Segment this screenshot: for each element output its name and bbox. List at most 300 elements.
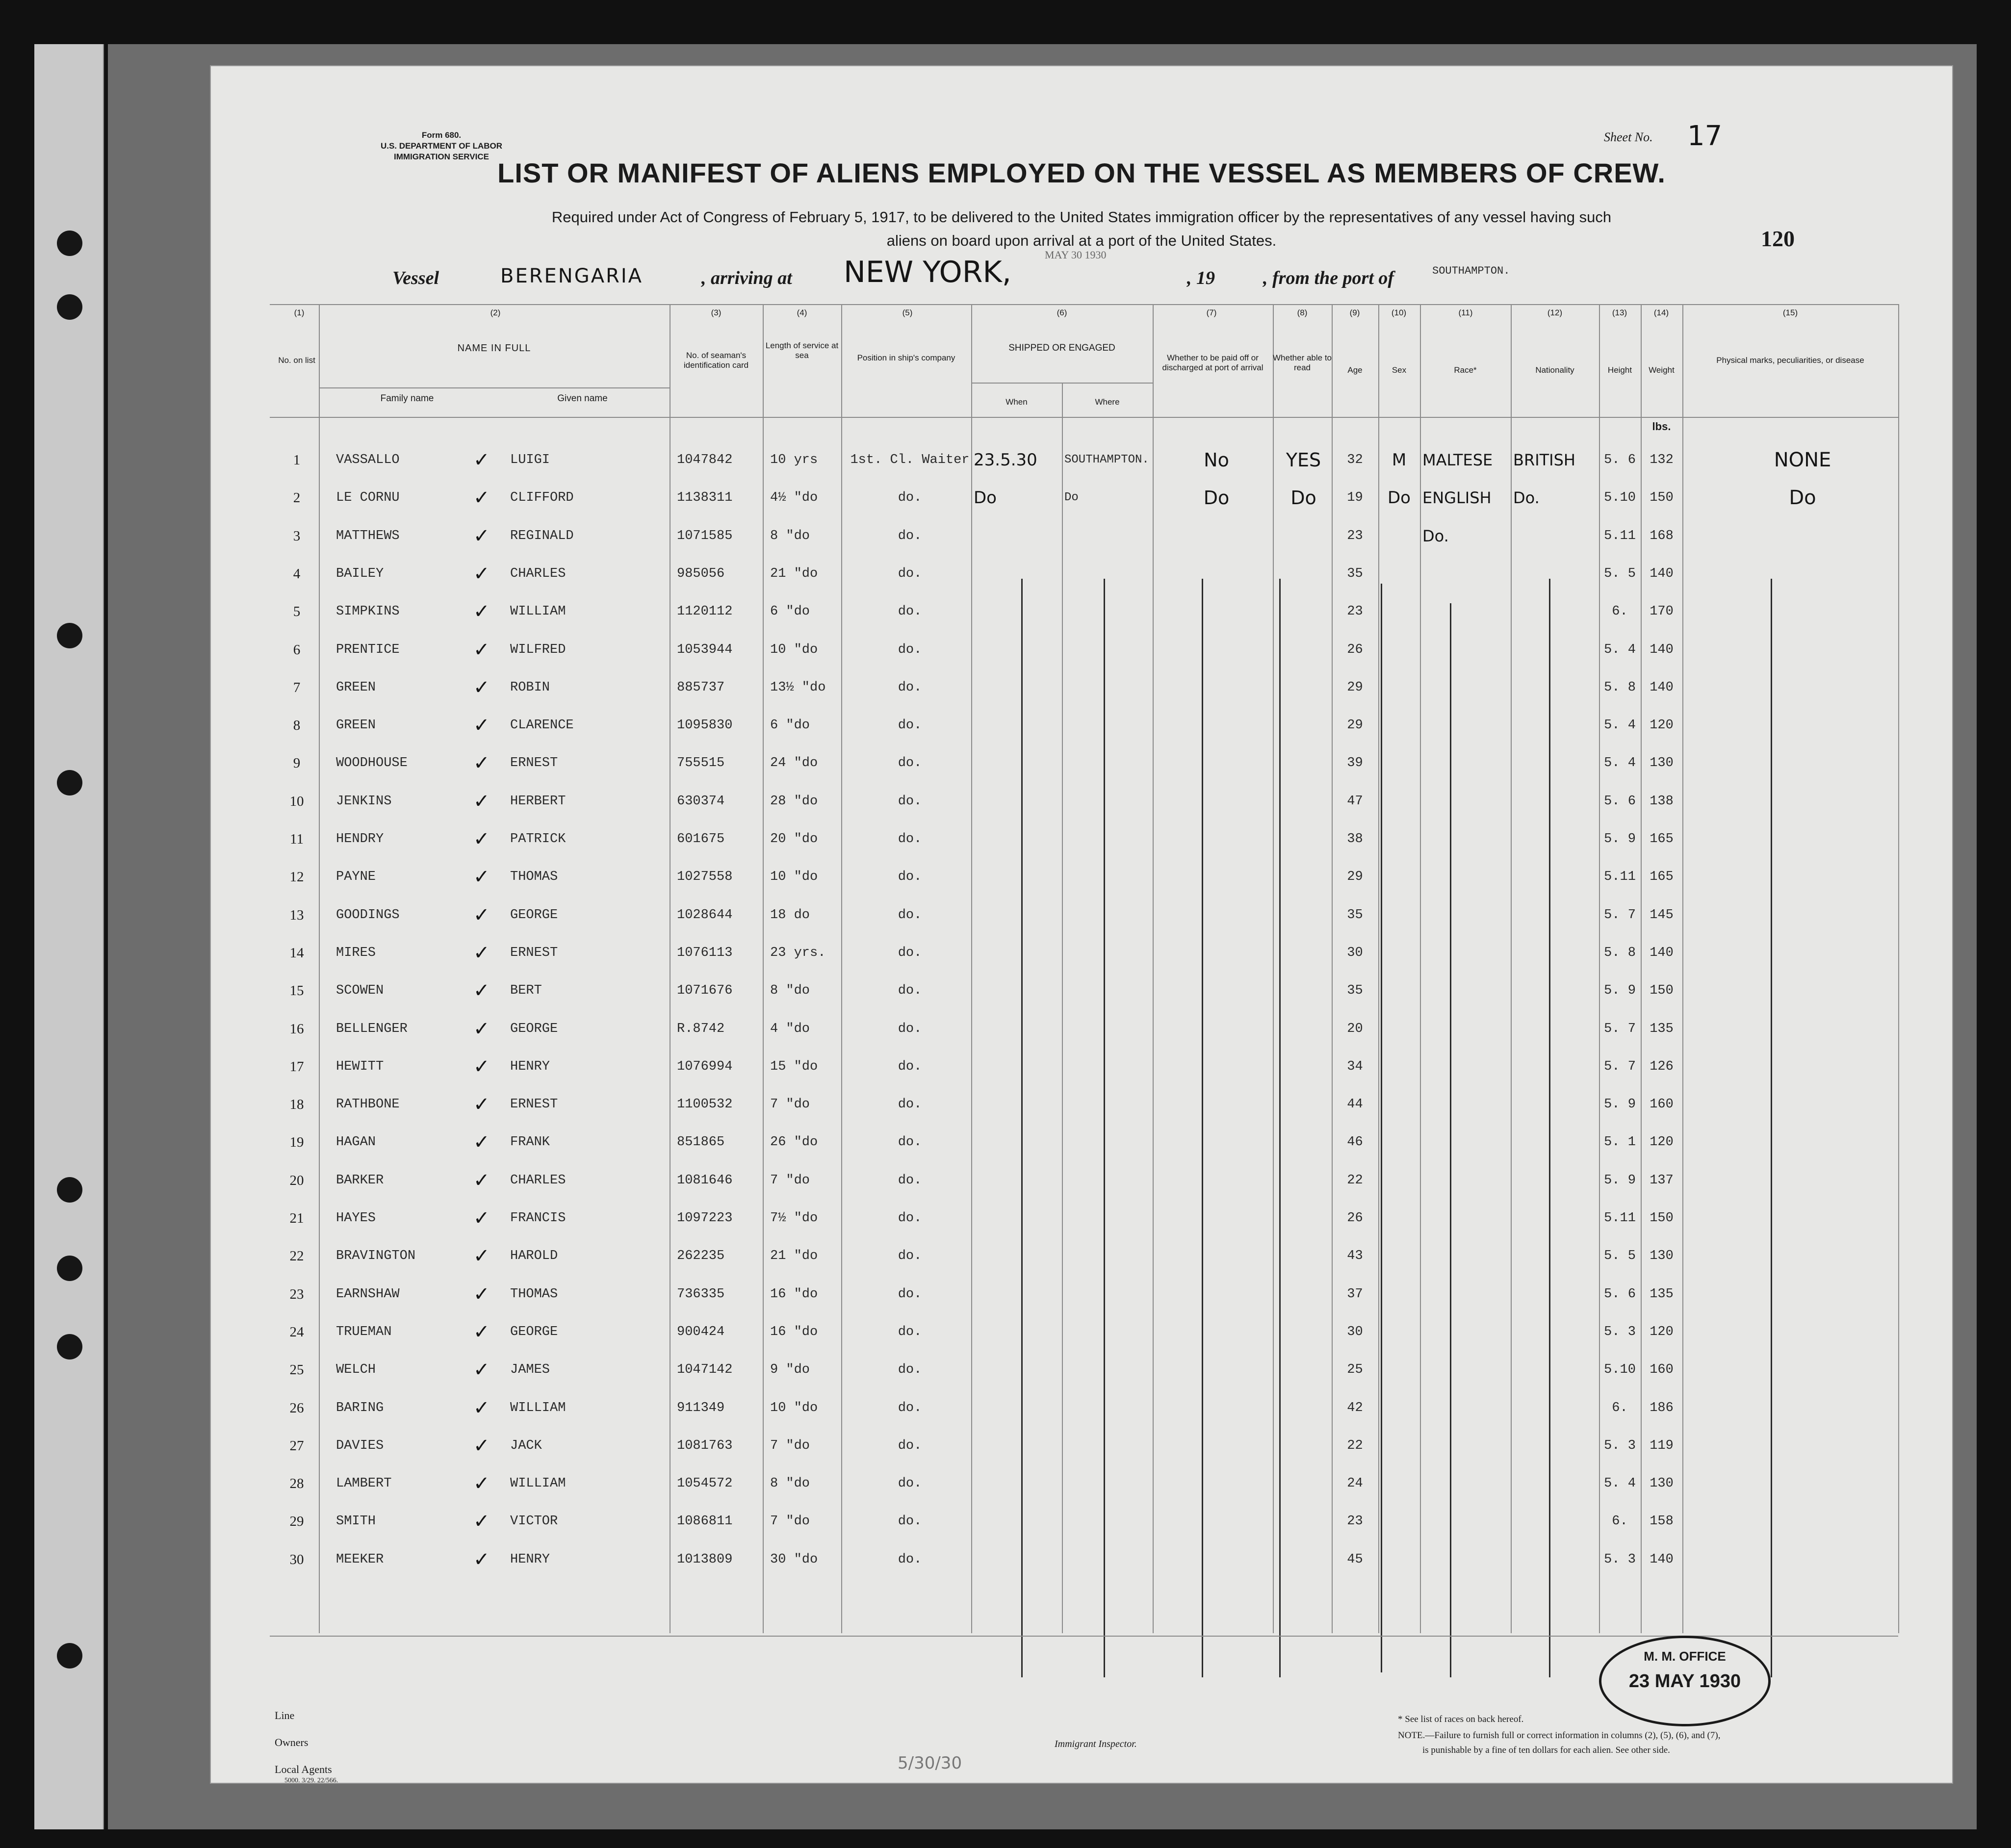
seaman-card-number: 851865 bbox=[677, 1135, 725, 1150]
col-num-4: (4) bbox=[797, 308, 807, 317]
age: 47 bbox=[1347, 794, 1363, 809]
checkmark-icon: ✓ bbox=[473, 790, 490, 813]
weight: 130 bbox=[1650, 1249, 1674, 1264]
col-num-14: (14) bbox=[1653, 308, 1669, 317]
position: do. bbox=[898, 870, 922, 885]
height: 5. 7 bbox=[1604, 907, 1636, 923]
crew-row bbox=[211, 669, 1952, 706]
row-number: 6 bbox=[293, 642, 301, 658]
seaman-card-number: 1071676 bbox=[677, 983, 733, 999]
checkmark-icon: ✓ bbox=[473, 1283, 490, 1306]
given-name: CHARLES bbox=[510, 566, 566, 581]
position: do. bbox=[898, 1135, 922, 1150]
age: 30 bbox=[1347, 945, 1363, 960]
row-number: 17 bbox=[289, 1058, 304, 1075]
col-num-9: (9) bbox=[1349, 308, 1360, 317]
row-number: 23 bbox=[289, 1286, 304, 1302]
length-of-service: 13½ "do bbox=[770, 680, 826, 695]
height: 5. 6 bbox=[1604, 794, 1636, 809]
length-of-service: 23 yrs. bbox=[770, 945, 826, 960]
weight: 170 bbox=[1650, 604, 1674, 619]
mm-office-stamp bbox=[1599, 1636, 1771, 1726]
sex: M bbox=[1392, 450, 1407, 470]
crew-row bbox=[211, 897, 1952, 934]
length-of-service: 6 "do bbox=[770, 718, 810, 733]
crew-row bbox=[211, 1313, 1952, 1351]
given-name: GEORGE bbox=[510, 907, 558, 923]
age: 23 bbox=[1347, 604, 1363, 619]
seaman-card-number: 1053944 bbox=[677, 642, 733, 657]
row-number: 4 bbox=[293, 565, 301, 582]
age: 45 bbox=[1347, 1552, 1363, 1567]
weight: 130 bbox=[1650, 756, 1674, 771]
footer-agents-label: Local Agents bbox=[275, 1763, 332, 1775]
able-to-read: Do bbox=[1290, 487, 1316, 509]
header-where: Where bbox=[1095, 397, 1120, 407]
family-name: BARING bbox=[336, 1400, 384, 1415]
col-num-1: (1) bbox=[294, 308, 305, 317]
age: 29 bbox=[1347, 680, 1363, 695]
given-name: WILLIAM bbox=[510, 1400, 566, 1415]
sheet-number: 17 bbox=[1687, 120, 1723, 152]
binder-hole bbox=[57, 1334, 82, 1360]
checkmark-icon: ✓ bbox=[473, 941, 490, 964]
height: 5. 9 bbox=[1604, 1173, 1636, 1188]
age: 22 bbox=[1347, 1438, 1363, 1453]
length-of-service: 18 do bbox=[770, 907, 810, 923]
checkmark-icon: ✓ bbox=[473, 1169, 490, 1192]
seaman-card-number: 1027558 bbox=[677, 870, 733, 885]
weight: 126 bbox=[1650, 1059, 1674, 1074]
checkmark-icon: ✓ bbox=[473, 714, 490, 737]
weight: 165 bbox=[1650, 832, 1674, 847]
family-name: BELLENGER bbox=[336, 1021, 408, 1036]
row-number: 22 bbox=[289, 1248, 304, 1264]
length-of-service: 10 "do bbox=[770, 642, 818, 657]
given-name: GEORGE bbox=[510, 1324, 558, 1339]
family-name: PAYNE bbox=[336, 870, 376, 885]
position: do. bbox=[898, 490, 922, 506]
vessel-name: BERENGARIA bbox=[500, 265, 644, 287]
crew-row bbox=[211, 858, 1952, 896]
footer-print-code: 5000. 3/29. 22/566. bbox=[284, 1777, 338, 1784]
length-of-service: 16 "do bbox=[770, 1324, 818, 1339]
row-number: 30 bbox=[289, 1551, 304, 1567]
shipped-where: Do bbox=[1064, 491, 1079, 505]
crew-row bbox=[211, 1503, 1952, 1540]
seaman-card-number: 1081763 bbox=[677, 1438, 733, 1453]
seaman-card-number: 736335 bbox=[677, 1286, 725, 1302]
header-nationality: Nationality bbox=[1535, 365, 1574, 375]
height: 5.11 bbox=[1604, 1211, 1636, 1226]
weight: 120 bbox=[1650, 1135, 1674, 1150]
checkmark-icon: ✓ bbox=[473, 979, 490, 1002]
seaman-card-number: 885737 bbox=[677, 680, 725, 695]
row-number: 12 bbox=[289, 869, 304, 885]
header-physical-marks: Physical marks, peculiarities, or disease bbox=[1716, 356, 1864, 365]
row-number: 21 bbox=[289, 1210, 304, 1226]
given-name: CLARENCE bbox=[510, 718, 574, 733]
family-name: HAGAN bbox=[336, 1135, 376, 1150]
row-number: 5 bbox=[293, 604, 301, 620]
height: 5.10 bbox=[1604, 490, 1636, 506]
able-to-read: YES bbox=[1286, 449, 1321, 471]
crew-row bbox=[211, 1010, 1952, 1048]
seaman-card-number: 1100532 bbox=[677, 1097, 733, 1112]
col-num-12: (12) bbox=[1547, 308, 1563, 317]
seaman-card-number: 1086811 bbox=[677, 1514, 733, 1529]
binder-hole bbox=[57, 294, 82, 320]
crew-row bbox=[211, 744, 1952, 782]
row-number: 26 bbox=[289, 1400, 304, 1416]
height: 6. bbox=[1612, 1514, 1628, 1529]
height: 5. 7 bbox=[1604, 1059, 1636, 1074]
physical-marks: NONE bbox=[1774, 449, 1831, 471]
header-id-card: No. of seaman's identification card bbox=[683, 351, 749, 370]
given-name: JAMES bbox=[510, 1362, 550, 1378]
height: 5. 7 bbox=[1604, 1021, 1636, 1036]
family-name: JENKINS bbox=[336, 794, 392, 809]
family-name: SMITH bbox=[336, 1514, 376, 1529]
age: 35 bbox=[1347, 983, 1363, 999]
seaman-card-number: 1028644 bbox=[677, 907, 733, 923]
family-name: GREEN bbox=[336, 718, 376, 733]
footer-note-1: NOTE.—Failure to furnish full or correct information in columns (2), (5), (6), and (7), bbox=[1398, 1730, 1721, 1741]
seaman-card-number: 1047842 bbox=[677, 453, 733, 467]
length-of-service: 7½ "do bbox=[770, 1211, 818, 1226]
header-name-in-full: NAME IN FULL bbox=[457, 343, 531, 354]
header-paid-off: Whether to be paid off or discharged at port of arrival bbox=[1162, 353, 1263, 372]
position: do. bbox=[898, 528, 922, 543]
given-name: THOMAS bbox=[510, 1286, 558, 1302]
age: 29 bbox=[1347, 718, 1363, 733]
crew-row bbox=[211, 1389, 1952, 1427]
row-number: 2 bbox=[293, 490, 301, 506]
vessel-label: Vessel bbox=[392, 268, 439, 288]
height: 5. 3 bbox=[1604, 1438, 1636, 1453]
col-num-10: (10) bbox=[1391, 308, 1407, 317]
height: 6. bbox=[1612, 1400, 1628, 1415]
age: 29 bbox=[1347, 870, 1363, 885]
seaman-card-number: 1138311 bbox=[677, 490, 733, 506]
crew-row bbox=[211, 631, 1952, 668]
age: 22 bbox=[1347, 1173, 1363, 1188]
family-name: WOODHOUSE bbox=[336, 756, 408, 771]
length-of-service: 7 "do bbox=[770, 1173, 810, 1188]
col-num-11: (11) bbox=[1458, 308, 1473, 317]
length-of-service: 20 "do bbox=[770, 832, 818, 847]
length-of-service: 10 "do bbox=[770, 870, 818, 885]
given-name: FRANK bbox=[510, 1135, 550, 1150]
seaman-card-number: 1071585 bbox=[677, 528, 733, 543]
row-number: 24 bbox=[289, 1324, 304, 1340]
checkmark-icon: ✓ bbox=[473, 1055, 490, 1078]
age: 23 bbox=[1347, 528, 1363, 543]
page-number: 120 bbox=[1761, 226, 1795, 251]
position: do. bbox=[898, 604, 922, 619]
row-number: 29 bbox=[289, 1514, 304, 1530]
paid-off: No bbox=[1204, 449, 1229, 471]
checkmark-icon: ✓ bbox=[473, 866, 490, 889]
checkmark-icon: ✓ bbox=[473, 1207, 490, 1230]
length-of-service: 8 "do bbox=[770, 528, 810, 543]
row-number: 10 bbox=[289, 793, 304, 809]
weight: 140 bbox=[1650, 566, 1674, 581]
crew-row bbox=[211, 1541, 1952, 1578]
from-port-label: , from the port of bbox=[1263, 268, 1394, 288]
length-of-service: 8 "do bbox=[770, 1476, 810, 1491]
length-of-service: 26 "do bbox=[770, 1135, 818, 1150]
nationality: Do. bbox=[1513, 488, 1540, 508]
row-number: 9 bbox=[293, 755, 301, 771]
col-num-5: (5) bbox=[902, 308, 913, 317]
checkmark-icon: ✓ bbox=[473, 487, 490, 510]
position: do. bbox=[898, 1211, 922, 1226]
height: 5. 9 bbox=[1604, 832, 1636, 847]
race: MALTESE bbox=[1422, 451, 1493, 469]
checkmark-icon: ✓ bbox=[473, 903, 490, 926]
age: 44 bbox=[1347, 1097, 1363, 1112]
crew-row bbox=[211, 1124, 1952, 1161]
height: 5. 8 bbox=[1604, 680, 1636, 695]
given-name: ROBIN bbox=[510, 680, 550, 695]
age: 34 bbox=[1347, 1059, 1363, 1074]
header-weight: Weight bbox=[1649, 365, 1675, 375]
position: do. bbox=[898, 1400, 922, 1415]
family-name: HAYES bbox=[336, 1211, 376, 1226]
crew-row bbox=[211, 1200, 1952, 1237]
family-name: SCOWEN bbox=[336, 983, 384, 999]
seaman-card-number: 1120112 bbox=[677, 604, 733, 619]
header-height: Height bbox=[1607, 365, 1632, 375]
arriving-label: , arriving at bbox=[701, 268, 792, 288]
subtitle-line-1: Required under Act of Congress of February 5, 1917, to be delivered to the United States immigration officer by the representatives of any vessel having such bbox=[551, 208, 1612, 226]
height: 5. 9 bbox=[1604, 983, 1636, 999]
family-name: MIRES bbox=[336, 945, 376, 960]
crew-row bbox=[211, 1276, 1952, 1313]
position: do. bbox=[898, 832, 922, 847]
binder-strip bbox=[34, 44, 104, 1829]
given-name: WILLIAM bbox=[510, 1476, 566, 1491]
checkmark-icon: ✓ bbox=[473, 1396, 490, 1419]
header-weight-unit: lbs. bbox=[1652, 420, 1671, 433]
family-name: RATHBONE bbox=[336, 1097, 400, 1112]
weight: 168 bbox=[1650, 528, 1674, 543]
family-name: BAILEY bbox=[336, 566, 384, 581]
given-name: HERBERT bbox=[510, 794, 566, 809]
row-number: 19 bbox=[289, 1134, 304, 1151]
length-of-service: 10 yrs bbox=[770, 453, 818, 467]
department: U.S. DEPARTMENT OF LABOR bbox=[380, 141, 503, 151]
age: 20 bbox=[1347, 1021, 1363, 1036]
given-name: ERNEST bbox=[510, 1097, 558, 1112]
seaman-card-number: 1013809 bbox=[677, 1552, 733, 1567]
height: 6. bbox=[1612, 604, 1628, 619]
year-label: , 19 bbox=[1187, 268, 1215, 288]
checkmark-icon: ✓ bbox=[473, 524, 490, 547]
weight: 120 bbox=[1650, 718, 1674, 733]
binder-hole bbox=[57, 1256, 82, 1281]
height: 5. 4 bbox=[1604, 756, 1636, 771]
checkmark-icon: ✓ bbox=[473, 600, 490, 623]
height: 5. 6 bbox=[1604, 453, 1636, 467]
weight: 150 bbox=[1650, 490, 1674, 506]
position: do. bbox=[898, 1097, 922, 1112]
age: 37 bbox=[1347, 1286, 1363, 1302]
family-name: LAMBERT bbox=[336, 1476, 392, 1491]
length-of-service: 30 "do bbox=[770, 1552, 818, 1567]
length-of-service: 21 "do bbox=[770, 566, 818, 581]
height: 5. 1 bbox=[1604, 1135, 1636, 1150]
checkmark-icon: ✓ bbox=[473, 1017, 490, 1040]
weight: 140 bbox=[1650, 1552, 1674, 1567]
crew-row bbox=[211, 1427, 1952, 1464]
height: 5. 4 bbox=[1604, 642, 1636, 657]
checkmark-icon: ✓ bbox=[473, 1548, 490, 1571]
height: 5. 3 bbox=[1604, 1324, 1636, 1339]
family-name: BARKER bbox=[336, 1173, 384, 1188]
given-name: THOMAS bbox=[510, 870, 558, 885]
position: do. bbox=[898, 1059, 922, 1074]
age: 32 bbox=[1347, 453, 1363, 467]
manifest-page bbox=[211, 66, 1952, 1783]
row-number: 18 bbox=[289, 1097, 304, 1113]
family-name: MEEKER bbox=[336, 1552, 384, 1567]
age: 26 bbox=[1347, 642, 1363, 657]
family-name: LE CORNU bbox=[336, 490, 400, 506]
position: do. bbox=[898, 680, 922, 695]
given-name: JACK bbox=[510, 1438, 542, 1453]
position: do. bbox=[898, 1438, 922, 1453]
row-number: 27 bbox=[289, 1437, 304, 1454]
binder-hole bbox=[57, 1177, 82, 1203]
checkmark-icon: ✓ bbox=[473, 1359, 490, 1382]
length-of-service: 21 "do bbox=[770, 1249, 818, 1264]
row-number: 16 bbox=[289, 1021, 304, 1037]
paid-off: Do bbox=[1203, 487, 1230, 509]
age: 19 bbox=[1347, 490, 1363, 506]
binder-hole bbox=[57, 231, 82, 256]
subtitle-line-2: aliens on board upon arrival at a port of the United States. bbox=[886, 232, 1277, 249]
crew-row bbox=[211, 441, 1952, 479]
position: do. bbox=[898, 756, 922, 771]
height: 5. 5 bbox=[1604, 566, 1636, 581]
crew-row bbox=[211, 972, 1952, 1009]
row-number: 11 bbox=[290, 831, 304, 847]
row-number: 1 bbox=[293, 452, 301, 468]
weight: 120 bbox=[1650, 1324, 1674, 1339]
weight: 160 bbox=[1650, 1362, 1674, 1378]
checkmark-icon: ✓ bbox=[473, 638, 490, 661]
given-name: CHARLES bbox=[510, 1173, 566, 1188]
weight: 132 bbox=[1650, 453, 1674, 467]
crew-row bbox=[211, 1351, 1952, 1388]
height: 5.11 bbox=[1604, 870, 1636, 885]
family-name: GREEN bbox=[336, 680, 376, 695]
checkmark-icon: ✓ bbox=[473, 1131, 490, 1154]
family-name: PRENTICE bbox=[336, 642, 400, 657]
position: do. bbox=[898, 1514, 922, 1529]
position: do. bbox=[898, 566, 922, 581]
header-when: When bbox=[1006, 397, 1028, 407]
given-name: FRANCIS bbox=[510, 1211, 566, 1226]
shipped-when: Do bbox=[974, 488, 997, 508]
age: 42 bbox=[1347, 1400, 1363, 1415]
header-position: Position in ship's company bbox=[857, 353, 955, 362]
departure-port: SOUTHAMPTON. bbox=[1432, 265, 1510, 277]
crew-row bbox=[211, 821, 1952, 858]
sheet-label: Sheet No. bbox=[1604, 130, 1653, 144]
position: 1st. Cl. Waiter bbox=[850, 453, 970, 467]
col-num-2: (2) bbox=[490, 308, 501, 317]
given-name: REGINALD bbox=[510, 528, 574, 543]
weight: 165 bbox=[1650, 870, 1674, 885]
position: do. bbox=[898, 1021, 922, 1036]
age: 38 bbox=[1347, 832, 1363, 847]
checkmark-icon: ✓ bbox=[473, 676, 490, 699]
checkmark-icon: ✓ bbox=[473, 752, 490, 775]
weight: 150 bbox=[1650, 1211, 1674, 1226]
length-of-service: 10 "do bbox=[770, 1400, 818, 1415]
seaman-card-number: 1076994 bbox=[677, 1059, 733, 1074]
stamp-date: 23 MAY 1930 bbox=[1628, 1671, 1741, 1692]
given-name: PATRICK bbox=[510, 832, 566, 847]
height: 5.11 bbox=[1604, 528, 1636, 543]
row-number: 15 bbox=[289, 983, 304, 999]
checkmark-icon: ✓ bbox=[473, 562, 490, 585]
crew-row bbox=[211, 1086, 1952, 1123]
position: do. bbox=[898, 945, 922, 960]
crew-row bbox=[211, 934, 1952, 972]
position: do. bbox=[898, 1552, 922, 1567]
header-family-name: Family name bbox=[380, 393, 434, 404]
age: 30 bbox=[1347, 1324, 1363, 1339]
checkmark-icon: ✓ bbox=[473, 449, 490, 471]
given-name: HAROLD bbox=[510, 1249, 558, 1264]
length-of-service: 16 "do bbox=[770, 1286, 818, 1302]
position: do. bbox=[898, 642, 922, 657]
checkmark-icon: ✓ bbox=[473, 1093, 490, 1116]
height: 5. 9 bbox=[1604, 1097, 1636, 1112]
shipped-when: 23.5.30 bbox=[974, 450, 1037, 470]
age: 35 bbox=[1347, 566, 1363, 581]
given-name: ERNEST bbox=[510, 945, 558, 960]
physical-marks: Do bbox=[1789, 487, 1816, 510]
shipped-where: SOUTHAMPTON. bbox=[1064, 453, 1149, 466]
age: 25 bbox=[1347, 1362, 1363, 1378]
family-name: SIMPKINS bbox=[336, 604, 400, 619]
binder-hole bbox=[57, 1643, 82, 1668]
height: 5. 4 bbox=[1604, 1476, 1636, 1491]
family-name: DAVIES bbox=[336, 1438, 384, 1453]
weight: 145 bbox=[1650, 907, 1674, 923]
col-num-7: (7) bbox=[1206, 308, 1217, 317]
family-name: TRUEMAN bbox=[336, 1324, 392, 1339]
age: 46 bbox=[1347, 1135, 1363, 1150]
family-name: HEWITT bbox=[336, 1059, 384, 1074]
length-of-service: 6 "do bbox=[770, 604, 810, 619]
arrival-port: NEW YORK, bbox=[844, 255, 1011, 289]
length-of-service: 28 "do bbox=[770, 794, 818, 809]
crew-row bbox=[211, 783, 1952, 820]
weight: 150 bbox=[1650, 983, 1674, 999]
crew-row bbox=[211, 1465, 1952, 1502]
position: do. bbox=[898, 718, 922, 733]
footer-inspector-label: Immigrant Inspector. bbox=[1055, 1739, 1137, 1749]
header-race: Race* bbox=[1454, 365, 1477, 375]
seaman-card-number: R.8742 bbox=[677, 1021, 725, 1036]
length-of-service: 15 "do bbox=[770, 1059, 818, 1074]
